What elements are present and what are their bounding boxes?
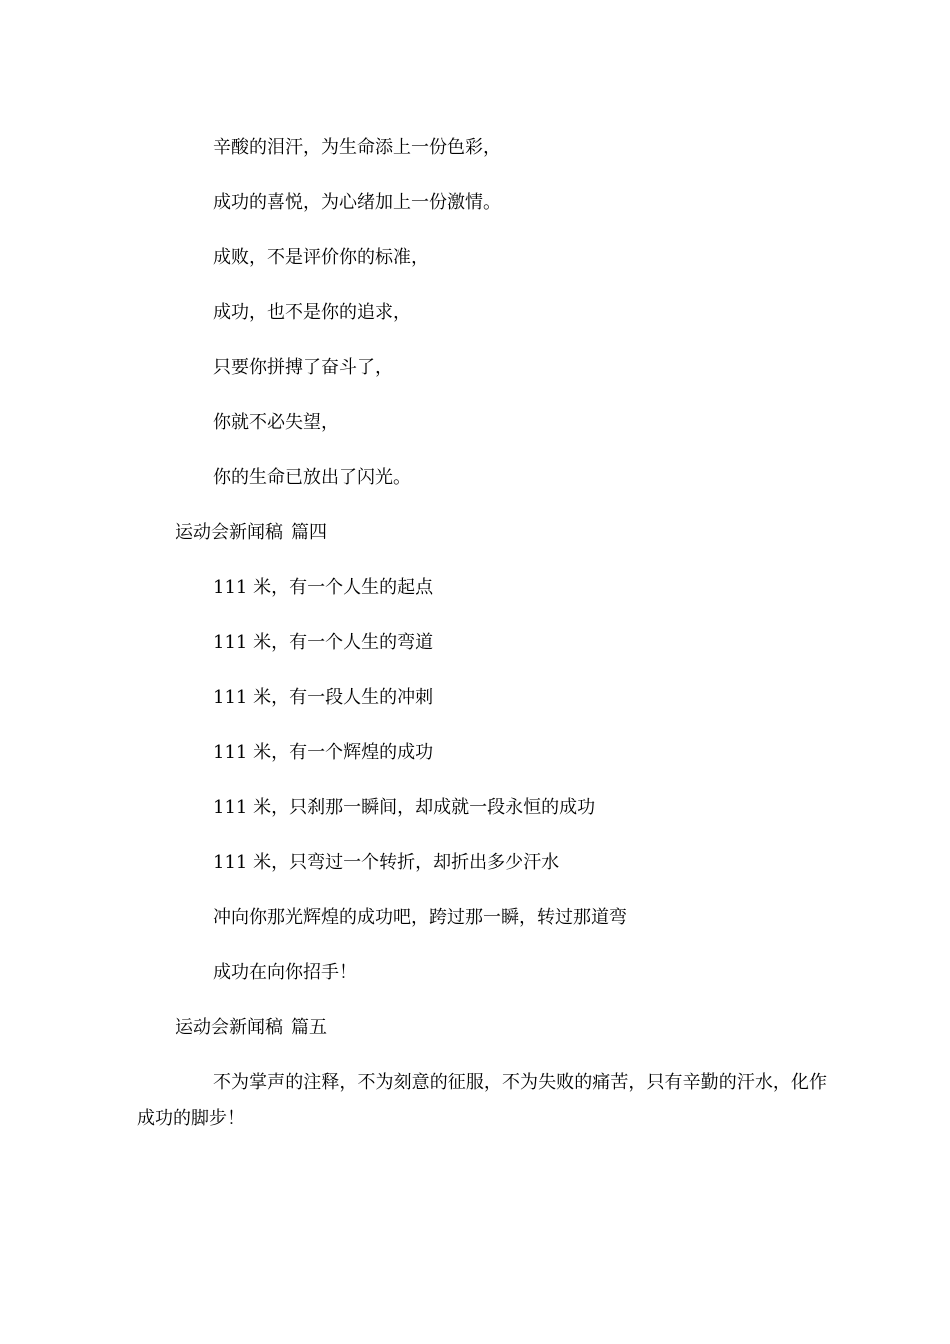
section-part: 篇五 — [291, 1017, 327, 1038]
poem-line: 111 米，有一段人生的冲刺 — [213, 687, 434, 708]
poem-line: 你的生命已放出了闪光。 — [213, 467, 411, 488]
section-part: 篇四 — [291, 522, 327, 543]
poem-line: 111 米，只弯过一个转折，却折出多少汗水 — [213, 852, 560, 873]
poem-line: 111 米，有一个人生的弯道 — [213, 632, 434, 653]
body-paragraph: 不为掌声的注释，不为刻意的征服，不为失败的痛苦，只有辛勤的汗水，化作成功的脚步！ — [137, 1072, 827, 1129]
poem-line: 冲向你那光辉煌的成功吧，跨过那一瞬，转过那道弯 — [213, 907, 627, 928]
poem-line: 只要你拼搏了奋斗了， — [213, 357, 393, 378]
section-heading-4 — [175, 521, 327, 545]
section-title: 运动会新闻稿 — [175, 1017, 283, 1038]
poem-line: 成败，不是评价你的标准， — [213, 247, 429, 268]
poem-line: 成功的喜悦，为心绪加上一份激情。 — [213, 192, 501, 213]
poem-line: 你就不必失望， — [213, 412, 339, 433]
section-title: 运动会新闻稿 — [175, 522, 283, 543]
section-heading-5 — [175, 1016, 327, 1040]
poem-line: 111 米，只刹那一瞬间，却成就一段永恒的成功 — [213, 797, 596, 818]
poem-line: 成功在向你招手！ — [213, 962, 357, 983]
poem-line: 辛酸的泪汗，为生命添上一份色彩， — [213, 137, 501, 158]
poem-line: 成功，也不是你的追求， — [213, 302, 411, 323]
poem-line: 111 米，有一个辉煌的成功 — [213, 742, 434, 763]
poem-line: 111 米，有一个人生的起点 — [213, 577, 434, 598]
